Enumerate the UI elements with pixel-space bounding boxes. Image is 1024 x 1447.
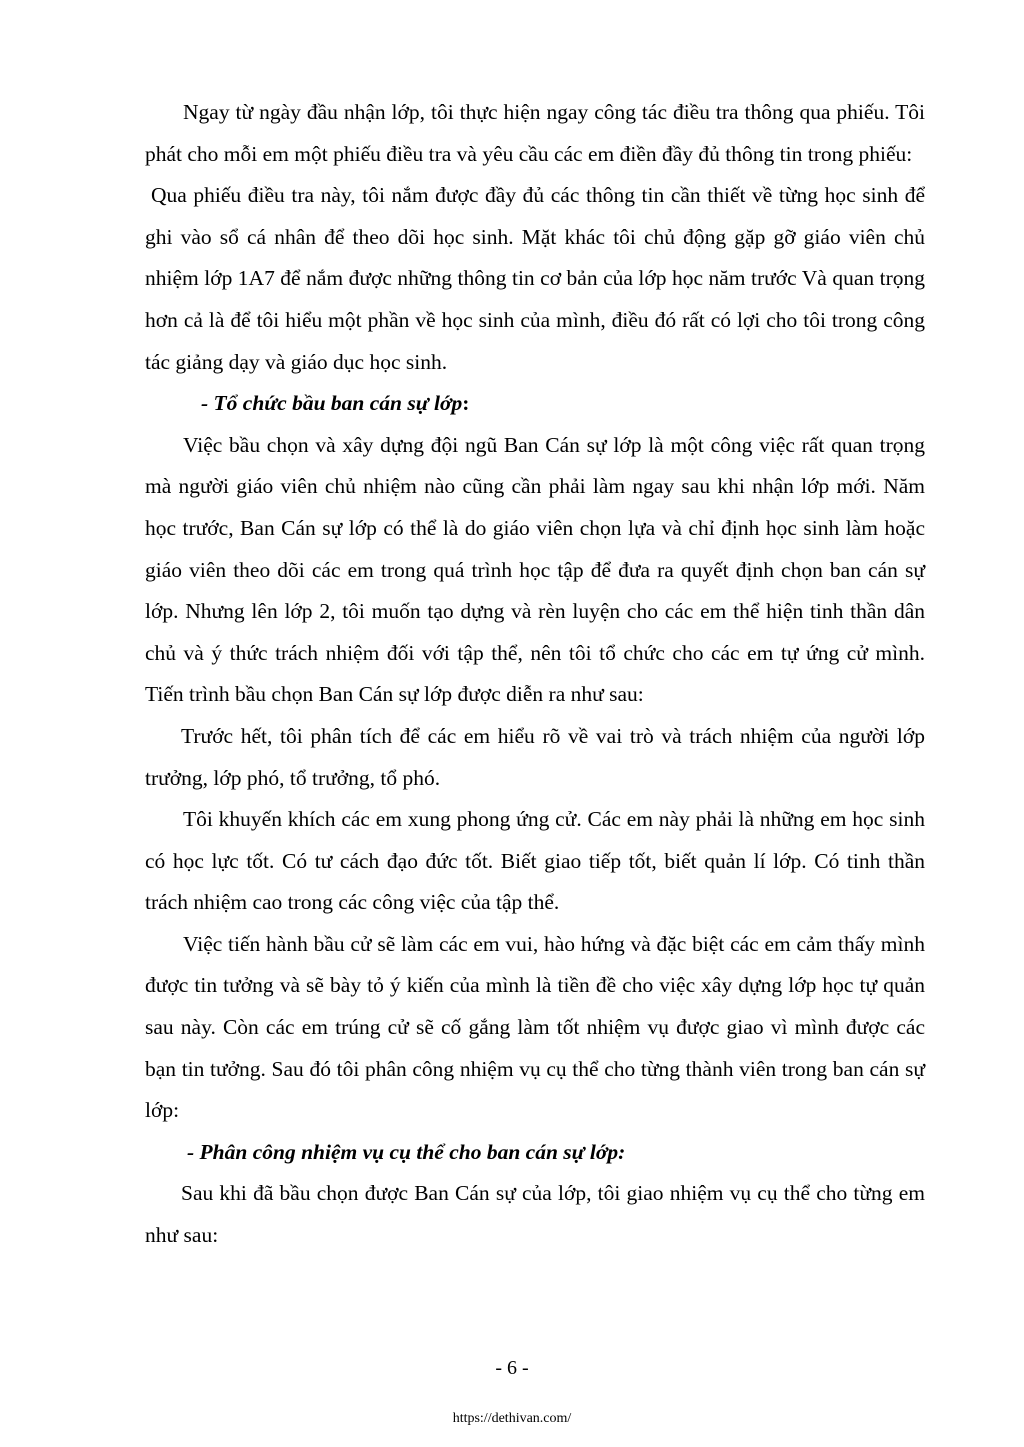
document-body	[145, 92, 925, 1257]
page-number: - 6 -	[495, 1357, 529, 1379]
paragraph-candidates: Tôi khuyến khích các em xung phong ứng cử. Các em này phải là những em học sinh có học lực tốt. Có tư cách đạo đức tốt. Biết giao tiếp tốt, biết quản lí lớp. Có tinh thần trách nhiệm cao trong các công việc của tập thể.	[145, 807, 925, 915]
paragraph-election-benefits: Việc tiến hành bầu cử sẽ làm các em vui, hào hứng và đặc biệt các em cảm thấy mình được tin tưởng và sẽ bày tỏ ý kiến của mình là tiền đề cho việc xây dựng lớp học tự quản sau này. Còn các em trúng cử sẽ cố gắng làm tốt nhiệm vụ được giao vì mình được các bạn tin tưởng. Sau đó tôi phân công nhiệm vụ cụ thể cho từng thành viên trong ban cán sự lớp:	[145, 931, 925, 1123]
footer-url: https://dethivan.com/	[452, 1411, 572, 1426]
heading-task-assignment: - Phân công nhiệm vụ cụ thể cho ban cán sự lớp:	[187, 1139, 626, 1164]
heading-class-election-text: - Tổ chức bầu ban cán sự lớp	[201, 391, 463, 416]
paragraph-election-intro: Việc bầu chọn và xây dựng đội ngũ Ban Cán sự lớp là một công việc rất quan trọng mà người giáo viên chủ nhiệm nào cũng cần phải làm ngay sau khi nhận lớp mới. Năm học trước, Ban Cán sự lớp có thể là do giáo viên chọn lựa và chỉ định học sinh làm hoặc giáo viên theo dõi các em trong quá trình học tập để đưa ra quyết định chọn ban cán sự lớp. Nhưng lên lớp 2, tôi muốn tạo dựng và rèn luyện cho các em thể hiện tinh thần dân chủ và ý thức trách nhiệm đối với tập thể, nên tôi tổ chức cho các em tự ứng cử mình. Tiến trình bầu chọn Ban Cán sự lớp được diễn ra như sau:	[145, 432, 925, 707]
paragraph-assignment: Sau khi đã bầu chọn được Ban Cán sự của lớp, tôi giao nhiệm vụ cụ thể cho từng em như sau:	[145, 1181, 925, 1248]
paragraph-survey-result: Qua phiếu điều tra này, tôi nắm được đầy đủ các thông tin cần thiết về từng học sinh để ghi vào sổ cá nhân để theo dõi học sinh. Mặt khác tôi chủ động gặp gỡ giáo viên chủ nhiệm lớp 1A7 để nắm được những thông tin cơ bản của lớp học năm trước Và quan trọng hơn cả là để tôi hiểu một phần về học sinh của mình, điều đó rất có lợi cho tôi trong công tác giảng dạy và giáo dục học sinh.	[145, 183, 925, 374]
heading-class-election-colon: :	[462, 391, 470, 416]
paragraph-roles: Trước hết, tôi phân tích để các em hiểu rõ về vai trò và trách nhiệm của người lớp trưởng, lớp phó, tổ trưởng, tổ phó.	[145, 723, 925, 790]
paragraph-survey: Ngay từ ngày đầu nhận lớp, tôi thực hiện ngay công tác điều tra thông qua phiếu. Tôi phát cho mỗi em một phiếu điều tra và yêu cầu các em điền đầy đủ thông tin trong phiếu:	[145, 100, 925, 166]
heading-class-election	[145, 383, 925, 425]
